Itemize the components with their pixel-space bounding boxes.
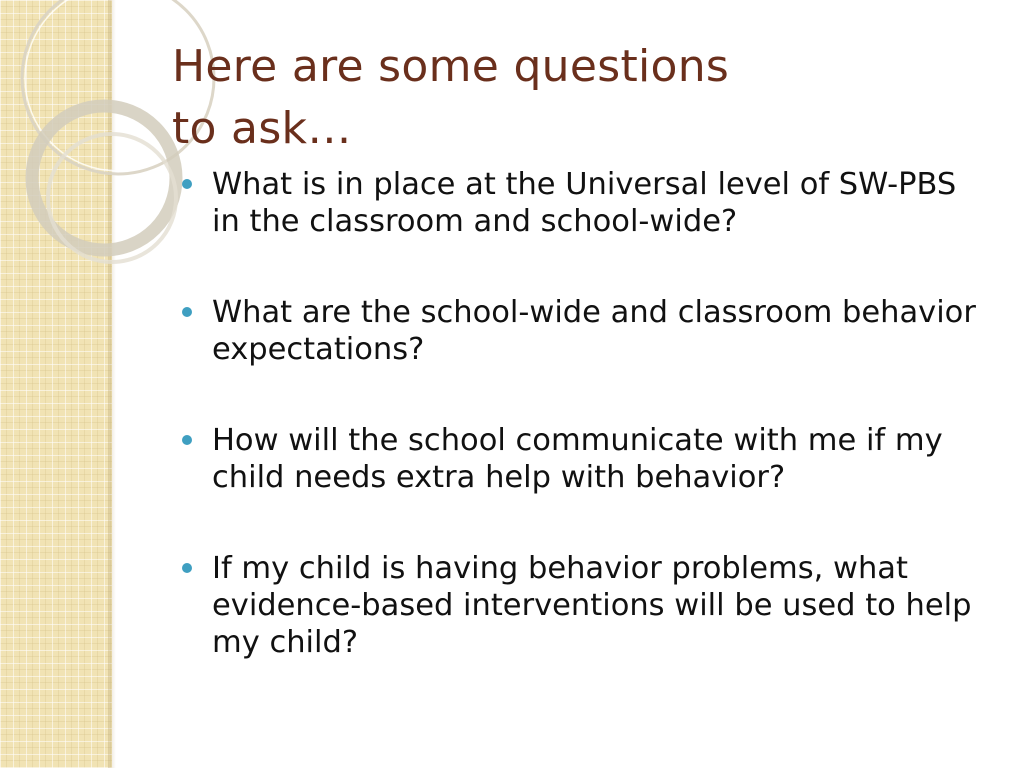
bullet-dot-icon: [182, 307, 192, 317]
bullet-dot-icon: [182, 563, 192, 573]
bullet-dot-icon: [182, 179, 192, 189]
bullet-text: If my child is having behavior problems, what evidence-based interventions will be used to help my child?: [212, 551, 972, 660]
bullet-text: What are the school-wide and classroom behavior expectations?: [212, 295, 976, 367]
bullet-item: [182, 166, 992, 240]
decorative-ring-small: [48, 134, 176, 262]
bullet-text: How will the school communicate with me if my child needs extra help with behavior?: [212, 423, 943, 495]
bullet-list: [182, 166, 992, 715]
bullet-item: [182, 294, 992, 368]
bullet-dot-icon: [182, 435, 192, 445]
slide-title: Here are some questions to ask…: [172, 41, 730, 154]
bullet-item: [182, 422, 992, 496]
bullet-text: What is in place at the Universal level of SW-PBS in the classroom and school-wide?: [212, 167, 957, 239]
decorative-rings: [0, 0, 200, 260]
bullet-item: [182, 550, 992, 661]
